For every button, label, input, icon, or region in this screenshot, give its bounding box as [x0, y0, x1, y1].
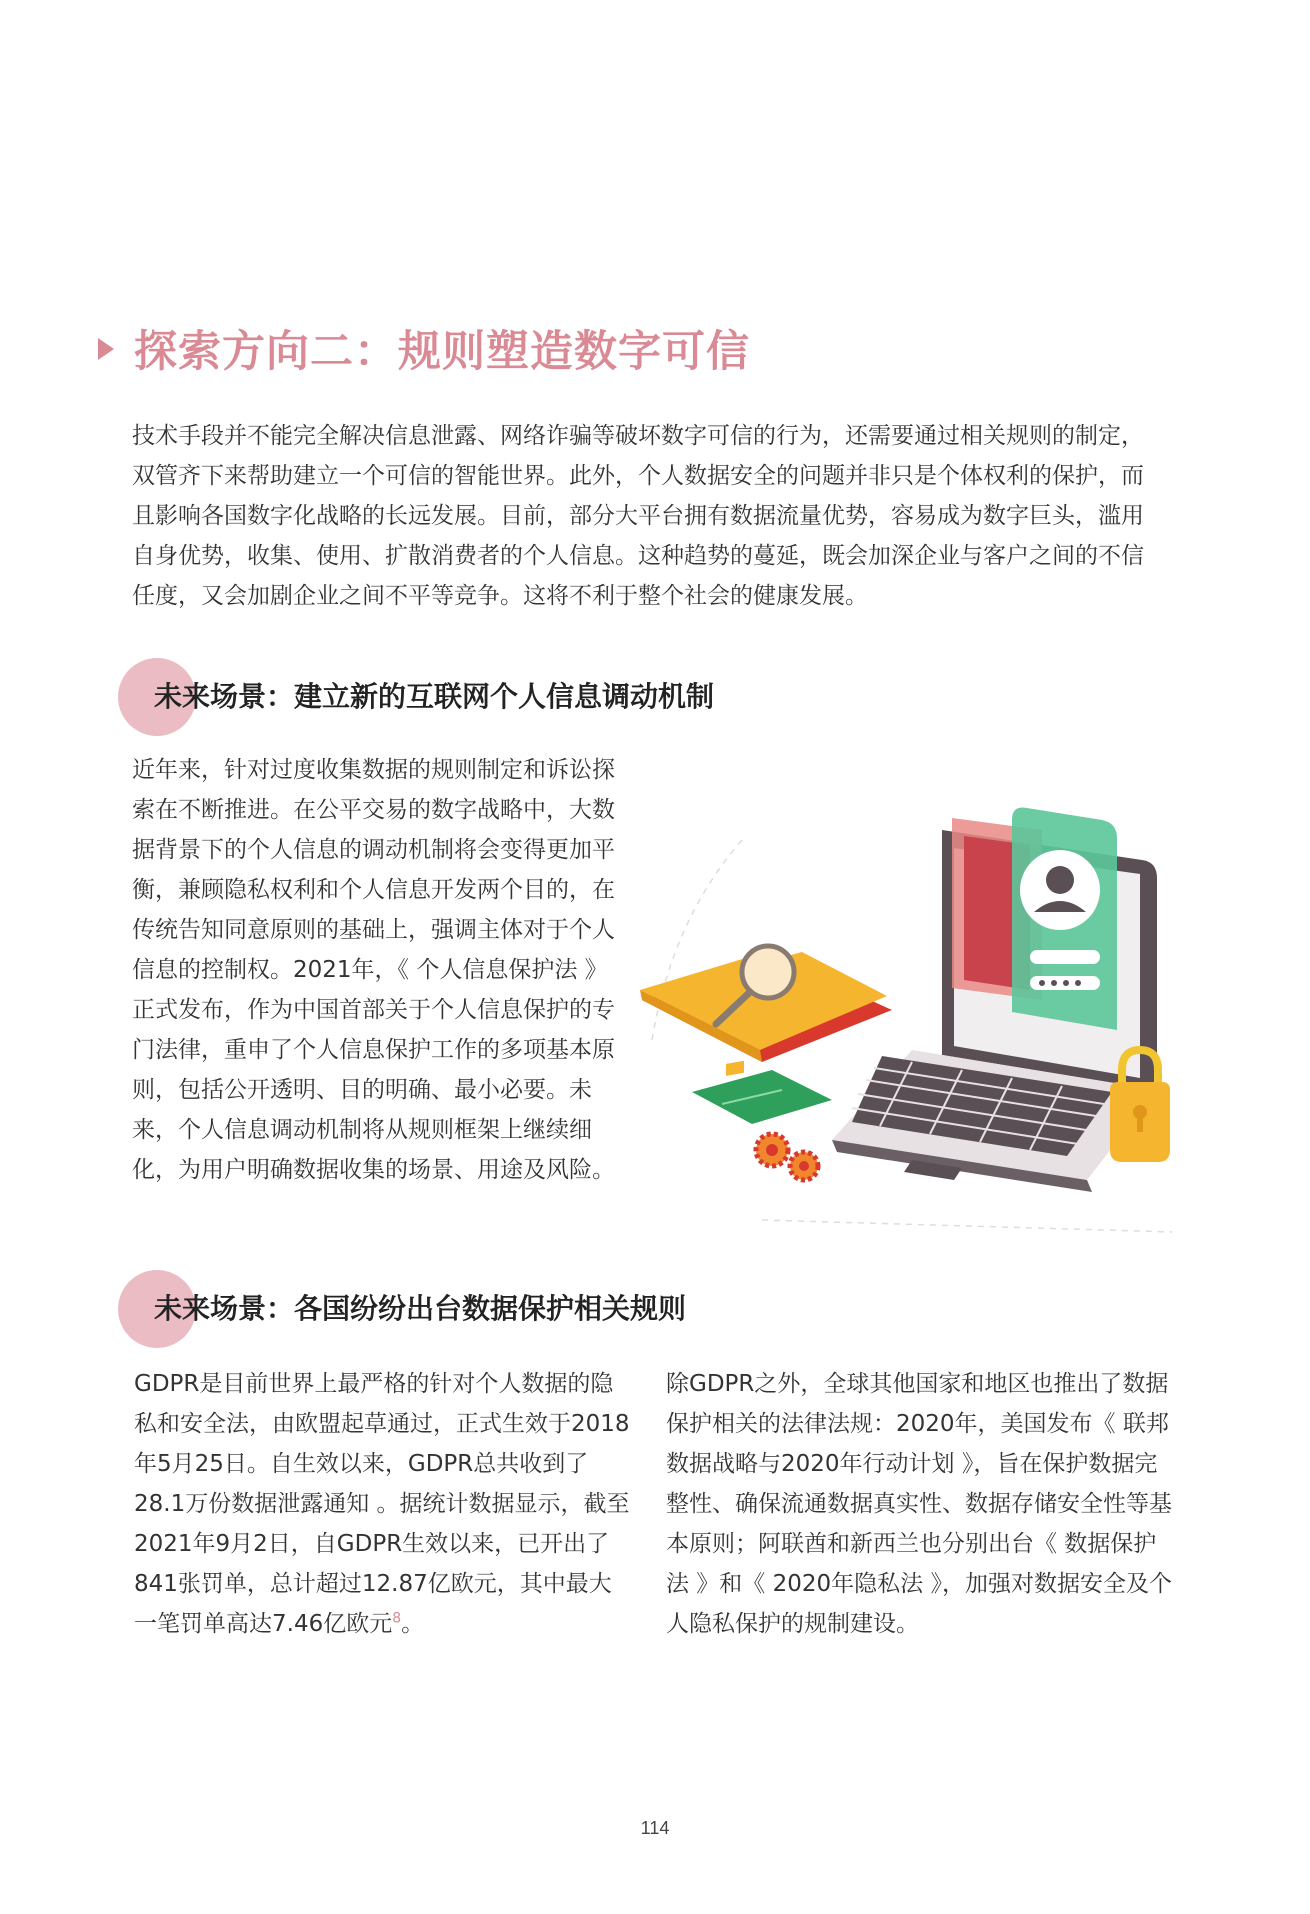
footnote-marker: 8: [392, 1610, 402, 1627]
scenario-heading-2: [118, 1270, 686, 1348]
section-heading: 探索方向二：规则塑造数字可信: [134, 327, 750, 377]
scenario-heading-1: [118, 658, 714, 736]
section-title: [98, 318, 750, 379]
intro-paragraph: 技术手段并不能完全解决信息泄露、网络诈骗等破坏数字可信的行为，还需要通过相关规则的制定，双管齐下来帮助建立一个可信的智能世界。此外，个人数据安全的问题并非只是个体权利的保护，而且影响各国数字化战略的长远发展。目前，部分大平台拥有数据流量优势，容易成为数字巨头，滥用自身优势，收集、使用、扩散消费者的个人信息。这种趋势的蔓延，既会加深企业与客户之间的不信任度，又会加剧企业之间不平等竞争。这将不利于整个社会的健康发展。: [132, 423, 1144, 609]
user-profile-icon: [1012, 808, 1117, 1031]
gdpr-paragraph-end: 。: [401, 1611, 425, 1637]
triangle-bullet-icon: [98, 338, 114, 360]
scenario-heading-text: 未来场景：建立新的互联网个人信息调动机制: [154, 680, 715, 713]
gear-icon: [756, 1134, 818, 1180]
global-rules-paragraph: 除GDPR之外，全球其他国家和地区也推出了数据保护相关的法律法规：2020年，美国发布《 联邦数据战略与2020年行动计划 》，旨在保护数据完整性、确保流通数据真实性、数据存储安全性等基本原则；阿联酋和新西兰也分别出台《 数据保护法 》和《 2020年隐私法 》，加强对数据安全及个人隐私保护的规制建设。: [666, 1371, 1172, 1637]
scenario-heading-text: 未来场景：各国纷纷出台数据保护相关规则: [154, 1292, 687, 1325]
credit-card-icon: [692, 1061, 832, 1124]
gdpr-paragraph-text: GDPR是目前世界上最严格的针对个人数据的隐私和安全法，由欧盟起草通过，正式生效于2018年5月25日。自生效以来，GDPR总共收到了28.1万份数据泄露通知 。据统计数据显示，截至2021年9月2日，自GDPR生效以来，已开出了841张罚单，总计超过12.87亿欧元，其中最大一笔罚单高达7.46亿欧元: [134, 1371, 630, 1637]
page-number: 114: [640, 1818, 670, 1838]
gdpr-paragraph: [134, 1364, 634, 1644]
scenario1-paragraph: 近年来，针对过度收集数据的规则制定和诉讼探索在不断推进。在公平交易的数字战略中，大数据背景下的个人信息的调动机制将会变得更加平衡，兼顾隐私权利和个人信息开发两个目的，在传统告知同意原则的基础上，强调主体对于个人信息的控制权。2021年，《 个人信息保护法 》正式发布，作为中国首部关于个人信息保护的专门法律，重申了个人信息保护工作的多项基本原则，包括公开透明、目的明确、最小必要。未来，个人信息调动机制将从规则框架上继续细化，为用户明确数据收集的场景、用途及风险。: [132, 757, 615, 1183]
data-security-illustration: [612, 800, 1192, 1240]
